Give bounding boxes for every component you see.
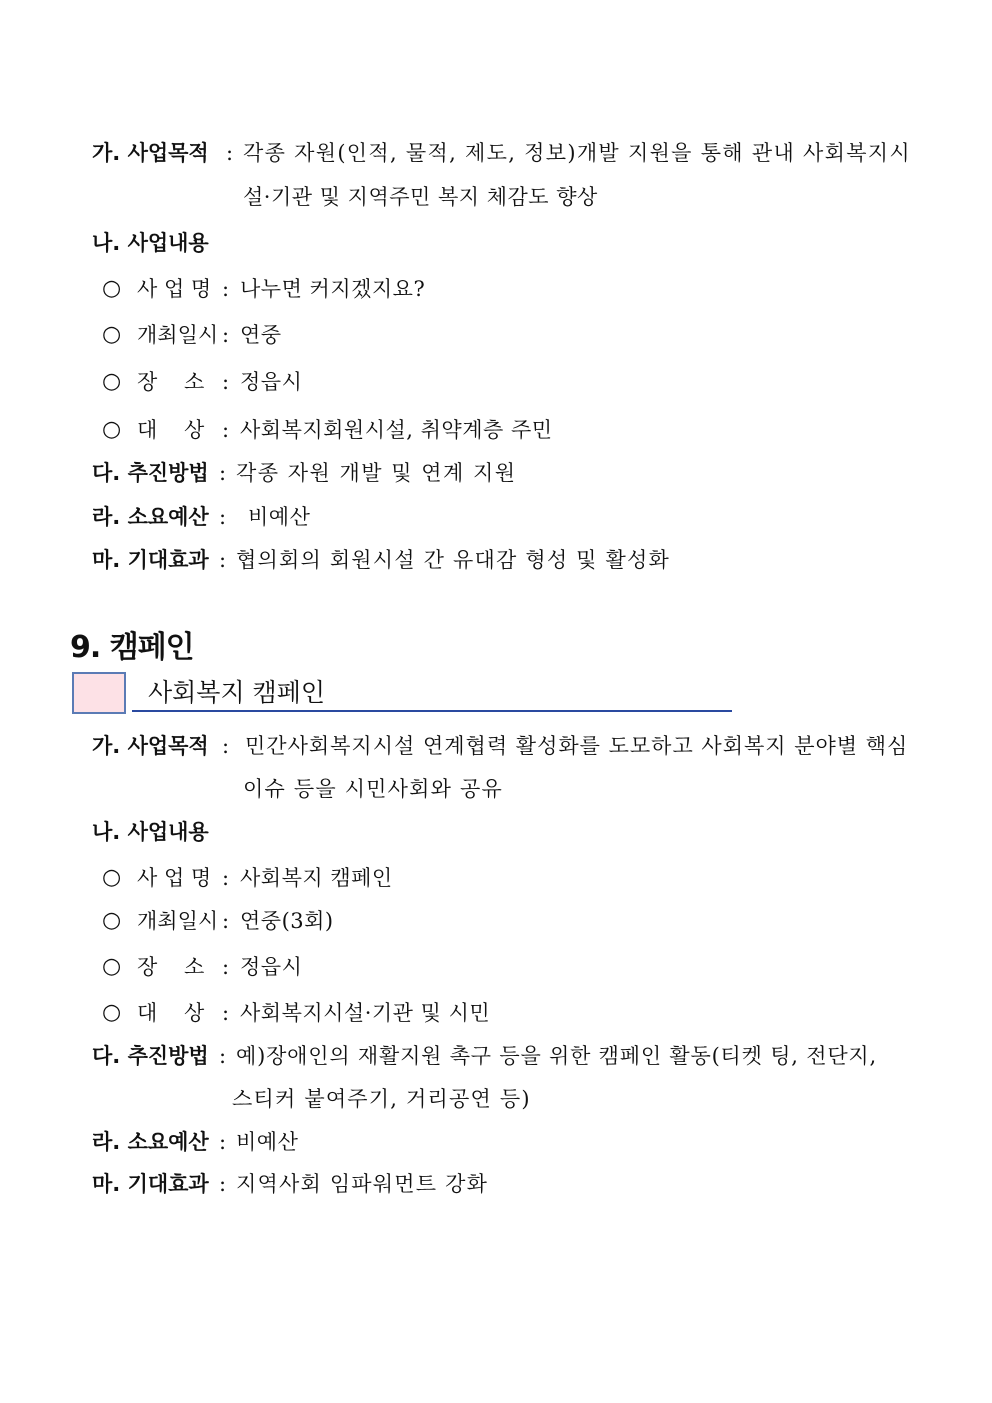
circle-bullet-icon: ○ bbox=[102, 322, 122, 347]
effect-label: 마. 기대효과 bbox=[92, 1172, 209, 1196]
method-label: 다. 추진방법 bbox=[92, 1044, 209, 1068]
colon: : bbox=[219, 1044, 227, 1068]
circle-bullet-icon: ○ bbox=[102, 369, 122, 394]
purpose-line1: 각종 자원(인적, 물적, 제도, 정보)개발 지원을 통해 관내 사회복지시 bbox=[243, 141, 911, 165]
colon: : bbox=[222, 323, 230, 347]
colon: : bbox=[219, 505, 227, 529]
method-line1: 예)장애인의 재활지원 촉구 등을 위한 캠페인 활동(티켓 팅, 전단지, bbox=[236, 1044, 877, 1068]
item-label: 대 상 bbox=[137, 1001, 205, 1025]
colon: : bbox=[219, 548, 227, 572]
colon: : bbox=[222, 734, 230, 758]
colon: : bbox=[226, 141, 234, 165]
colon: : bbox=[219, 461, 227, 485]
colon: : bbox=[222, 1001, 230, 1025]
section-heading: 9. 캠페인 bbox=[70, 630, 194, 665]
circle-bullet-icon: ○ bbox=[102, 276, 122, 301]
content-label: 나. 사업내용 bbox=[92, 231, 209, 255]
circle-bullet-icon: ○ bbox=[102, 908, 122, 933]
effect-value: 협의회의 회원시설 간 유대감 형성 및 활성화 bbox=[236, 548, 670, 572]
item-label: 장 소 bbox=[137, 955, 205, 979]
method-value: 각종 자원 개발 및 연계 지원 bbox=[236, 461, 517, 485]
item-value: 사회복지회원시설, 취약계층 주민 bbox=[240, 418, 553, 442]
colon: : bbox=[222, 370, 230, 394]
purpose-line2: 이슈 등을 시민사회와 공유 bbox=[243, 777, 503, 801]
colon: : bbox=[222, 277, 230, 301]
item-label: 대 상 bbox=[137, 418, 205, 442]
purpose-line2: 설·기관 및 지역주민 복지 체감도 향상 bbox=[243, 185, 598, 209]
content-label: 나. 사업내용 bbox=[92, 820, 209, 844]
effect-label: 마. 기대효과 bbox=[92, 548, 209, 572]
purpose-line1: 민간사회복지시설 연계협력 활성화를 도모하고 사회복지 분야별 핵심 bbox=[245, 734, 909, 758]
colon: : bbox=[222, 909, 230, 933]
purpose-label: 가. 사업목적 bbox=[92, 734, 209, 758]
circle-bullet-icon: ○ bbox=[102, 865, 122, 890]
item-value: 나누면 커지겠지요? bbox=[240, 277, 426, 301]
budget-label: 라. 소요예산 bbox=[92, 505, 209, 529]
circle-bullet-icon: ○ bbox=[102, 417, 122, 442]
item-label: 사 업 명 bbox=[137, 866, 212, 890]
colon: : bbox=[222, 866, 230, 890]
item-label: 사 업 명 bbox=[137, 277, 212, 301]
budget-value: 비예산 bbox=[236, 1130, 299, 1154]
item-value: 연중 bbox=[240, 323, 282, 347]
item-value: 정읍시 bbox=[240, 955, 303, 979]
item-value: 연중(3회) bbox=[240, 909, 334, 933]
item-value: 사회복지시설·기관 및 시민 bbox=[240, 1001, 491, 1025]
item-value: 사회복지 캠페인 bbox=[240, 866, 393, 890]
budget-label: 라. 소요예산 bbox=[92, 1130, 209, 1154]
circle-bullet-icon: ○ bbox=[102, 954, 122, 979]
purpose-label: 가. 사업목적 bbox=[92, 141, 209, 165]
subtitle-underline bbox=[132, 710, 732, 712]
item-label: 개최일시 bbox=[137, 323, 219, 347]
colon: : bbox=[222, 955, 230, 979]
effect-value: 지역사회 임파워먼트 강화 bbox=[236, 1172, 489, 1196]
colon: : bbox=[219, 1130, 227, 1154]
item-label: 장 소 bbox=[137, 370, 205, 394]
item-value: 정읍시 bbox=[240, 370, 303, 394]
colon: : bbox=[222, 418, 230, 442]
colon: : bbox=[219, 1172, 227, 1196]
method-line2: 스티커 붙여주기, 거리공연 등) bbox=[232, 1087, 531, 1111]
section-subtitle: 사회복지 캠페인 bbox=[148, 678, 325, 707]
circle-bullet-icon: ○ bbox=[102, 1000, 122, 1025]
method-label: 다. 추진방법 bbox=[92, 461, 209, 485]
budget-value: 비예산 bbox=[248, 505, 311, 529]
pink-box-decoration bbox=[72, 672, 126, 714]
item-label: 개최일시 bbox=[137, 909, 219, 933]
